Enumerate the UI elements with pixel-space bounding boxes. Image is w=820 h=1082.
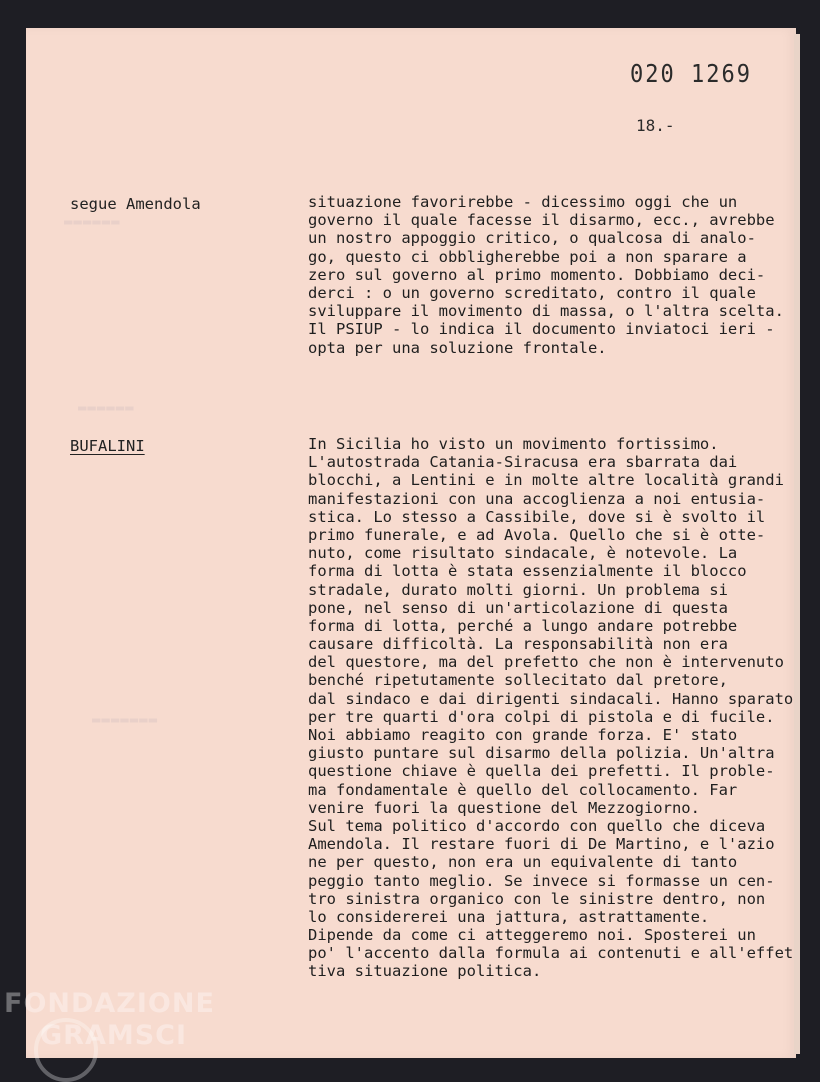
text-line: Il PSIUP - lo indica il documento inviatoci ieri - [308, 320, 775, 339]
document-code: 020 1269 [630, 60, 752, 89]
text-line: opta per una soluzione frontale. [308, 338, 607, 357]
text-line: blocchi, a Lentini e in molte altre località grandi [308, 471, 784, 490]
text-line: po' l'accento dalla formula ai contenuti e all'effet [308, 944, 794, 963]
text-line: derci : o un governo screditato, contro il quale [308, 283, 756, 302]
text-line: pone, nel senso di un'articolazione di questa [308, 598, 728, 617]
text-line: tiva situazione politica. [308, 962, 542, 981]
text-line: benché ripetutamente sollecitato dal pretore, [308, 671, 728, 690]
text-line: Noi abbiamo reagito con grande forza. E' stato [308, 726, 738, 744]
text-line: del questore, ma del prefetto che non è intervenuto [308, 653, 784, 672]
text-line: lo considererei una jattura, astrattamente. [308, 907, 710, 926]
text-line: ma fondamentale è quello del collocamento. Far [308, 780, 738, 799]
speaker-label: BUFALINI [70, 437, 145, 455]
text-line: forma di lotta è stata essenzialmente il blocco [308, 562, 747, 581]
text-line: situazione favorirebbe - dicessimo oggi che un [308, 193, 738, 211]
text-line: per tre quarti d'ora colpi di pistola e di fucile. [308, 707, 775, 726]
watermark-line-1: FONDAZIONE [4, 988, 215, 1019]
bleed-through-text: ▬▬▬▬▬▬▬ [92, 712, 159, 728]
text-line: questione chiave è quella dei prefetti. Il proble- [308, 762, 775, 781]
text-line: primo funerale, e ad Avola. Quello che si è otte- [308, 525, 766, 544]
text-line: venire fuori la questione del Mezzogiorno. [308, 798, 700, 817]
text-line: governo il quale facesse il disarmo, ecc., avrebbe [308, 211, 775, 230]
watermark-line-2: GRAMSCI [40, 1020, 188, 1051]
text-line: Amendola. Il restare fuori di De Martino, e l'azio [308, 835, 775, 854]
text-line: stradale, durato molti giorni. Un problema si [308, 580, 728, 599]
text-line: L'autostrada Catania-Siracusa era sbarrata dai [308, 453, 738, 472]
text-line: giusto puntare sul disarmo della polizia. Un'altra [308, 744, 775, 763]
speaker-label: segue Amendola [70, 195, 201, 213]
text-line: ne per questo, non era un equivalente di tanto [308, 853, 738, 872]
bleed-through-text: ▬▬▬▬▬▬ [78, 400, 135, 416]
text-line: tro sinistra organico con le sinistre dentro, non [308, 889, 766, 908]
text-line: manifestazioni con una accoglienza a noi entusia- [308, 489, 766, 508]
text-line: Sul tema politico d'accordo con quello che diceva [308, 816, 766, 835]
text-line: zero sul governo al primo momento. Dobbiamo deci- [308, 265, 766, 284]
text-line: un nostro appoggio critico, o qualcosa di analo- [308, 229, 756, 248]
page-number: 18.- [636, 116, 675, 135]
speech-text [308, 435, 793, 981]
text-line: forma di lotta, perché a lungo andare potrebbe [308, 616, 738, 635]
text-line: dal sindaco e dai dirigenti sindacali. Hanno sparato [308, 689, 794, 708]
bleed-through-text: ▬▬▬▬▬▬ [64, 214, 121, 230]
page-edge [794, 34, 800, 1054]
text-line: sviluppare il movimento di massa, o l'altra scelta. [308, 302, 784, 321]
text-line: In Sicilia ho visto un movimento fortissimo. [308, 435, 719, 453]
text-line: nuto, come risultato sindacale, è notevole. La [308, 544, 738, 563]
text-line: stica. Lo stesso a Cassibile, dove si è svolto il [308, 507, 766, 526]
text-line: go, questo ci obbligherebbe poi a non sparare a [308, 247, 747, 266]
text-line: peggio tanto meglio. Se invece si formasse un cen- [308, 871, 775, 890]
text-line: Dipende da come ci atteggeremo noi. Sposterei un [308, 926, 756, 945]
text-line: causare difficoltà. La responsabilità non era [308, 635, 728, 654]
watermark [4, 988, 215, 1052]
speech-text [308, 193, 784, 357]
